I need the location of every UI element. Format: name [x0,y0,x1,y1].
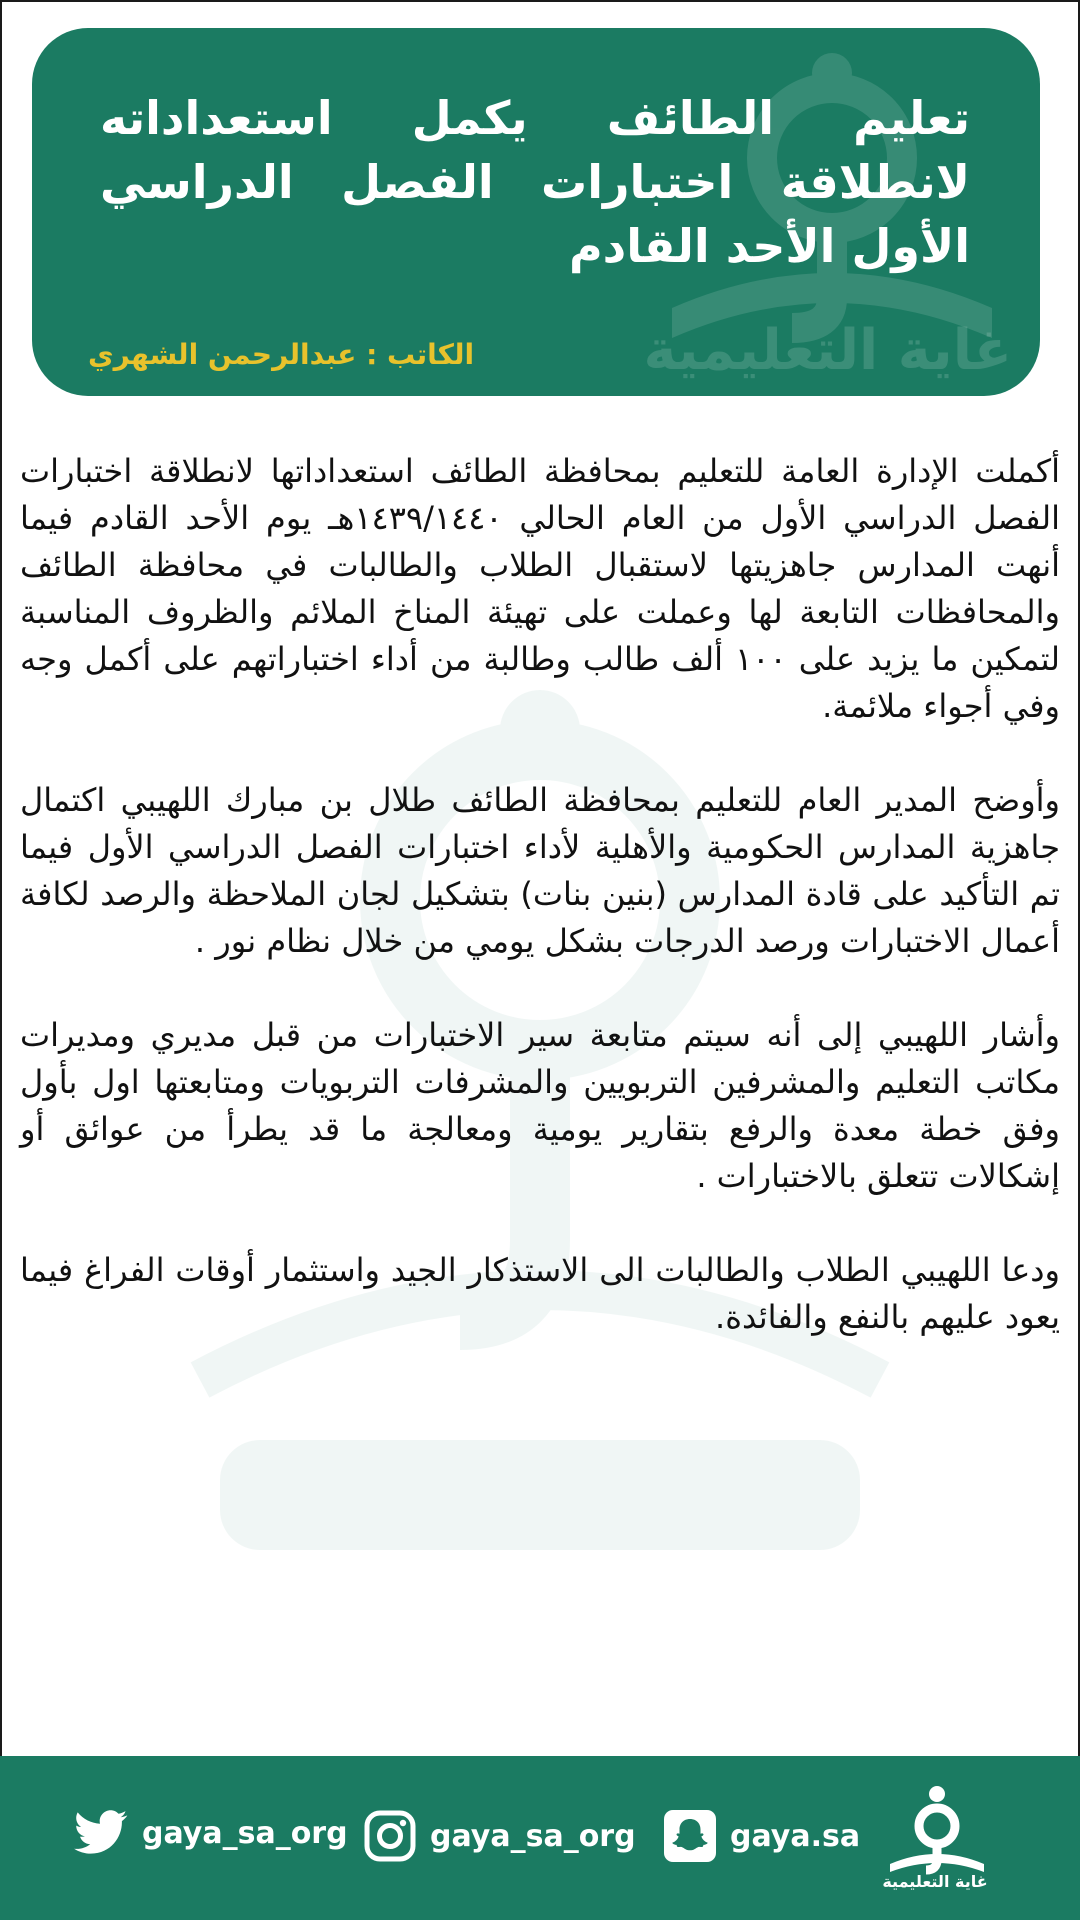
article-paragraph: أكملت الإدارة العامة للتعليم بمحافظة الطائف استعداداتها لانطلاقة اختبارات الفصل الدراسي الأول من العام الحالي ١٤٣٩/١٤٤٠هـ يوم الأحد القادم فيما أنهت المدارس جاهزيتها لاستقبال الطلاب والطالبات في محافظة الطائف والمحافظات التابعة لها وعملت على تهيئة المناخ الملائم والظروف المناسبة لتمكين ما يزيد على ١٠٠ ألف طالب وطالبة من أداء اختباراتهم على أكمل وجه وفي أجواء ملائمة. [20,452,1061,725]
article-body [20,448,1060,1388]
footer-bar [0,1756,1080,1920]
twitter-link[interactable] [74,1810,348,1856]
article-paragraph: ودعا اللهيبي الطلاب والطالبات الى الاستذكار الجيد واستثمار أوقات الفراغ فيما يعود عليهم بالنفع والفائدة. [20,1251,1060,1336]
instagram-handle: gaya_sa_org [430,1818,636,1854]
article-paragraph: وأوضح المدير العام للتعليم بمحافظة الطائف طلال بن مبارك اللهيبي اكتمال جاهزية المدارس الحكومية والأهلية لأداء اختبارات الفصل الدراسي الأول فيما تم التأكيد على قادة المدارس (بنين بنات) بتشكيل لجان الملاحظة والرصد لكافة أعمال الاختبارات ورصد الدرجات بشكل يومي من خلال نظام نور . [20,781,1060,960]
instagram-icon [364,1810,416,1862]
snapchat-link[interactable] [664,1810,860,1862]
article-author: الكاتب : عبدالرحمن الشهري [88,338,475,371]
header-watermark-text: غاية التعليمية [643,318,1012,383]
snapchat-handle: gaya.sa [730,1818,861,1854]
twitter-handle: gaya_sa_org [142,1815,348,1851]
instagram-link[interactable] [364,1810,636,1862]
article-paragraph: وأشار اللهيبي إلى أنه سيتم متابعة سير الاختبارات من قبل مديري ومديرات مكاتب التعليم والمشرفين التربويين والمشرفات التربويات ومتابعتها اول بأول وفق خطة معدة والرفع بتقارير يومية ومعالجة ما قد يطرأ من عوائق أو إشكالات تتعلق بالاختبارات . [20,1016,1060,1195]
article-title: تعليم الطائف يكمل استعداداته لانطلاقة اختبارات الفصل الدراسي الأول الأحد القادم [100,91,970,273]
snapchat-icon [664,1810,716,1862]
footer-logo-text: غاية التعليمية [882,1872,988,1891]
header-card [32,28,1040,396]
twitter-icon [74,1810,128,1856]
